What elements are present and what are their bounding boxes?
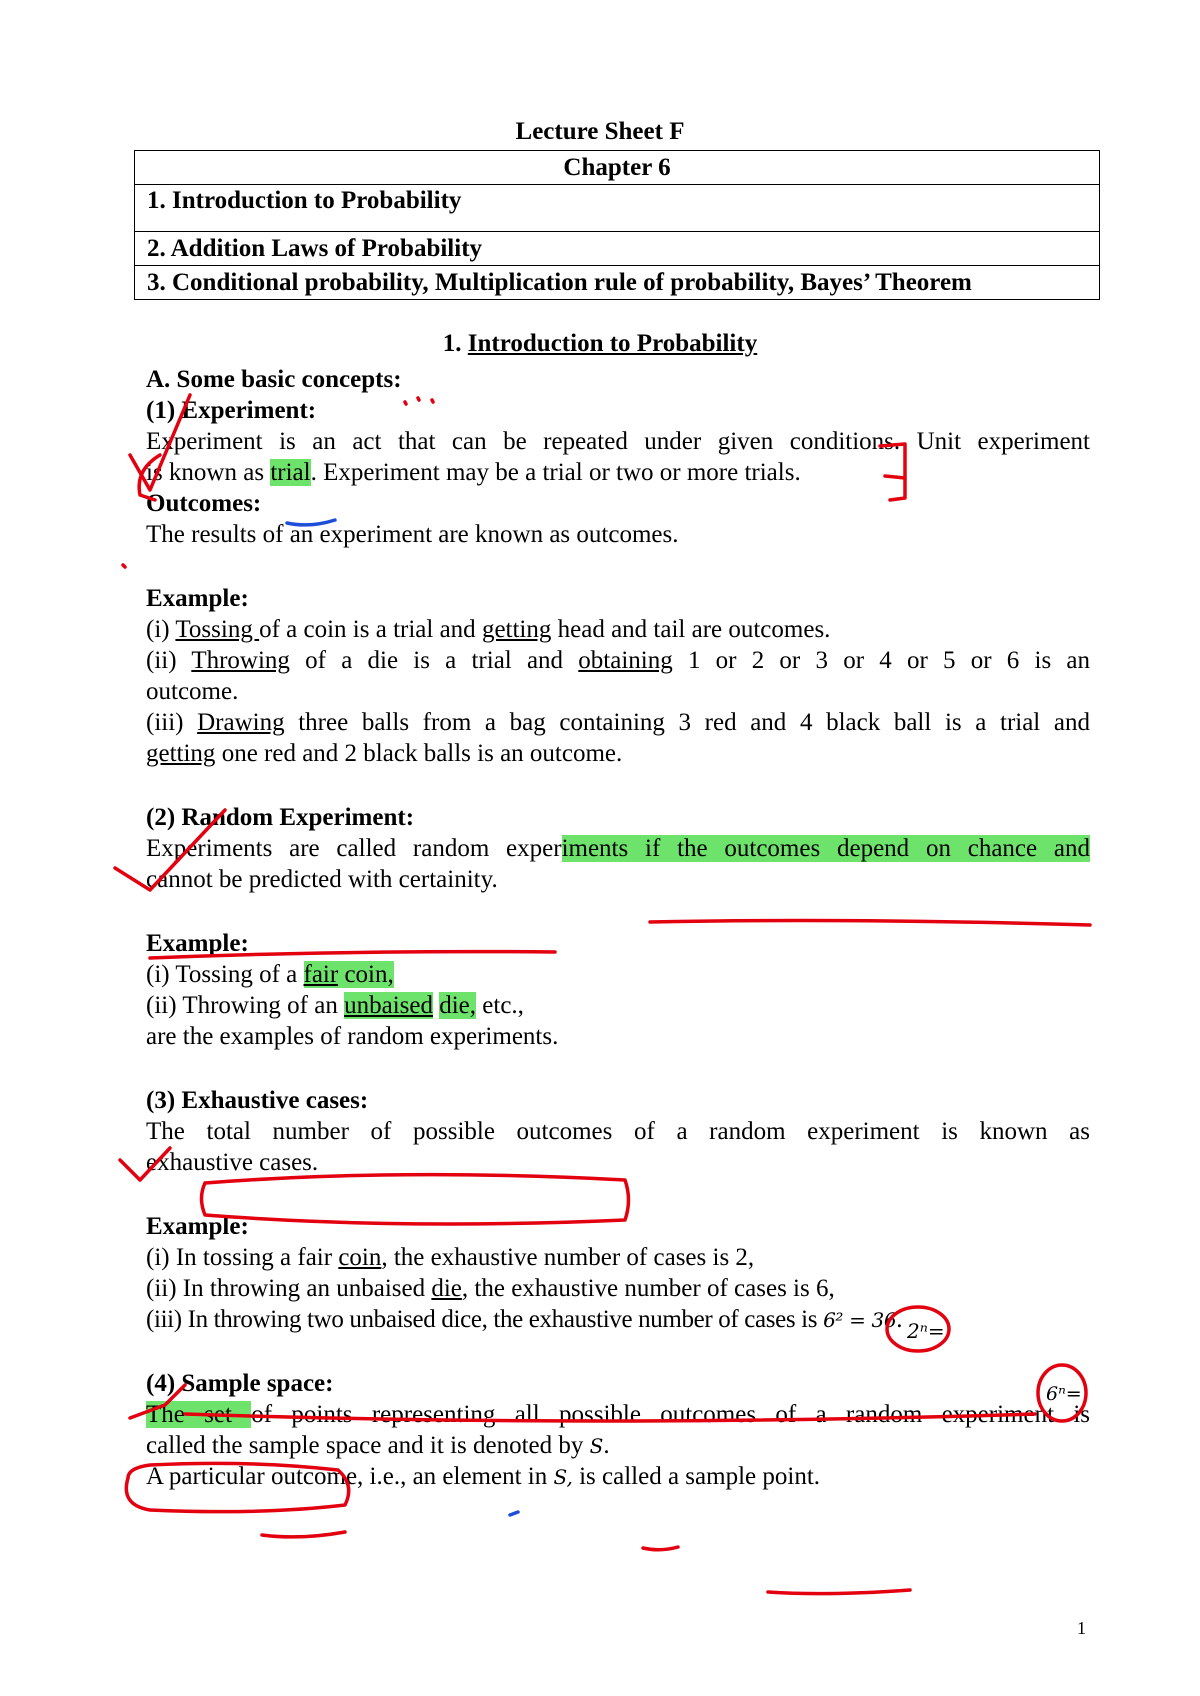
text-span: head and tail are outcomes. (551, 616, 831, 643)
underlined-term: getting (146, 740, 216, 767)
example-item-2-cont: outcome. (146, 678, 239, 705)
exhaustive-definition-line-2: exhaustive cases. (146, 1149, 319, 1176)
text-span: representing all possible outcomes of a random experiment is (352, 1401, 1091, 1428)
underlined-term: getting (481, 616, 552, 643)
underline-annotation (643, 1547, 678, 1550)
exhaustive-example-3 (146, 1304, 1090, 1337)
text-span: is called a sample point. (572, 1463, 821, 1490)
underlined-term: obtaining (578, 647, 673, 674)
chapter-topics-table (134, 150, 1100, 300)
text-span: sample (248, 1432, 320, 1459)
highlight-span: iments (561, 835, 629, 862)
exhaustive-heading: (3) Exhaustive cases: (146, 1087, 369, 1114)
text-span: one red and 2 black balls is an outcome. (215, 740, 623, 767)
experiment-heading: (1) Experiment: (146, 397, 317, 424)
highlight-span: The set (146, 1401, 252, 1428)
exhaustive-example-heading: Example: (146, 1213, 249, 1240)
trial-highlight: trial (270, 459, 311, 486)
outcomes-heading: Outcomes: (146, 490, 262, 517)
example-item-2 (146, 645, 1090, 678)
text-span: (ii) (146, 647, 192, 674)
exhaustive-definition-line-1 (146, 1116, 1090, 1149)
underline-annotation (262, 1532, 345, 1537)
exhaustive-example-2 (146, 1273, 1090, 1306)
exhaustive-example-1 (146, 1242, 1090, 1275)
sample-space-line-3 (146, 1461, 1090, 1494)
text-span: , the exhaustive number of cases is 6, (461, 1275, 835, 1302)
experiment-definition-line-2 (146, 457, 1090, 490)
die-highlight: die, (439, 992, 477, 1019)
boxed-phrase: total number of possible outcomes (206, 1118, 613, 1145)
underlined-term: Throwing (191, 647, 290, 674)
sheet-title: Lecture Sheet F (515, 118, 685, 145)
underlined-term: Drawing (197, 709, 285, 736)
random-definition-line-1 (146, 833, 1090, 866)
text-span: is known as (146, 459, 271, 486)
text-span: (iii) In throwing two unbaised dice, the exhaustive number of cases is (146, 1306, 824, 1333)
text-span: (i) (146, 616, 176, 643)
underlined-term: die (431, 1275, 462, 1302)
example-heading: Example: (146, 585, 249, 612)
text-span: (ii) Throwing of an (146, 992, 345, 1019)
text-span: . (896, 1306, 903, 1333)
unbaised-highlight: unbaised (344, 992, 433, 1019)
text-span: three balls from a bag containing 3 red and 4 black ball is a trial and (284, 709, 1090, 736)
text-span: (iii) (146, 709, 198, 736)
random-example-1 (146, 959, 1090, 992)
basic-concepts-heading: A. Some basic concepts: (146, 366, 402, 393)
underlined-term: Tossing (175, 616, 260, 643)
topic-1: 1. Introduction to Probability (135, 185, 1100, 232)
fair-highlight: fair (303, 961, 339, 988)
random-example-3: are the examples of random experiments. (146, 1023, 559, 1050)
section-heading (0, 330, 1200, 358)
sample-space-heading: (4) Sample space: (146, 1370, 334, 1397)
example-item-3-cont (146, 738, 1090, 771)
handwritten-note-6n: 6ⁿ= (1046, 1383, 1082, 1405)
example-item-1 (146, 614, 1090, 647)
chapter-title: Chapter 6 (135, 151, 1100, 185)
text-span: The (146, 1118, 207, 1145)
random-example-2 (146, 990, 1090, 1023)
text-span: of a die is a trial and (289, 647, 579, 674)
text-span: called the (146, 1432, 249, 1459)
text-span: , the exhaustive number of cases is 2, (381, 1244, 755, 1271)
section-number: 1. (442, 330, 462, 357)
outcomes-definition: The results of an experiment are known as outcomes. (146, 521, 679, 548)
sample-space-line-1 (146, 1399, 1090, 1432)
text-span: 1 or 2 or 3 or 4 or 5 or 6 is an (672, 647, 1090, 674)
handwritten-note-2n: 2ⁿ= (907, 1319, 945, 1343)
random-definition-line-2: cannot be predicted with certainity. (146, 866, 498, 893)
underline-annotation (768, 1590, 910, 1594)
text-span: . (603, 1432, 610, 1459)
underline-annotation (650, 921, 1090, 925)
random-example-heading: Example: (146, 930, 249, 957)
text-span: Experiments are called random exper (146, 835, 562, 862)
text-span: of a coin is a trial and (259, 616, 482, 643)
highlight-span: coin, (338, 961, 394, 988)
text-span: (i) In tossing a fair (146, 1244, 339, 1271)
text-span: A particular outcome, i.e., an element in (146, 1463, 554, 1490)
text-span: (ii) In throwing an unbaised (146, 1275, 432, 1302)
example-item-3 (146, 707, 1090, 740)
sample-space-line-2 (146, 1430, 1090, 1463)
highlight-span: if the outcomes depend on chance and (628, 835, 1090, 862)
math-expression: 6² = 36 (823, 1308, 897, 1332)
page-number: 1 (1077, 1618, 1086, 1638)
tick-mark (510, 1512, 518, 1515)
text-span: etc., (476, 992, 524, 1019)
text-span: . Experiment may be a trial or two or more trials. (310, 459, 801, 486)
topic-3: 3. Conditional probability, Multiplication rule of probability, Bayes’ Theorem (135, 266, 1100, 300)
symbol-s: S, (553, 1465, 573, 1489)
dot-mark (123, 565, 125, 567)
experiment-definition-line-1: Experiment is an act that can be repeated under given conditions. Unit experiment (146, 428, 1090, 455)
text-span: space and it is denoted by (319, 1432, 590, 1459)
section-title: Introduction to Probability (467, 330, 758, 357)
symbol-s: S (589, 1434, 604, 1458)
random-experiment-heading: (2) Random Experiment: (146, 804, 415, 831)
text-span: of points (251, 1401, 353, 1428)
underlined-term: coin (338, 1244, 382, 1271)
text-span: (i) Tossing of a (146, 961, 304, 988)
text-span: of a random experiment is known as (612, 1118, 1091, 1145)
topic-2: 2. Addition Laws of Probability (135, 232, 1100, 266)
